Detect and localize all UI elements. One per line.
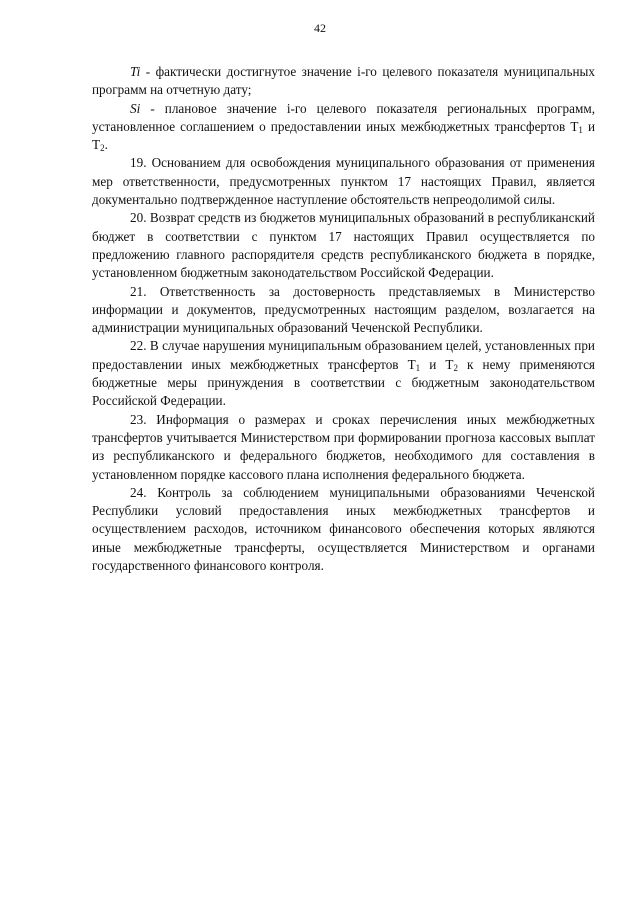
paragraph-text: 22. В случае нарушения муниципальным образованием целей, установленных при предоставлении иных межбюджетных трансфертов T <box>92 338 595 372</box>
variable-si: Si <box>130 100 141 116</box>
definition-ti <box>92 63 595 100</box>
page-number: 42 <box>314 21 326 35</box>
subscript: 1 <box>578 124 583 135</box>
definition-text: - плановое значение i-го целевого показателя региональных программ, установленное соглашением о предоставлении иных межбюджетных трансфертов T <box>92 100 595 134</box>
paragraph-22 <box>92 337 595 410</box>
paragraph-23: 23. Информация о размерах и сроках перечисления иных межбюджетных трансфертов учитывается Министерством при формировании прогноза кассовых выплат из республиканского и федерального бюджетов, необходимого для составления в установленном порядке кассового плана исполнения федерального бюджета. <box>92 411 595 482</box>
definition-text: и T <box>92 118 596 153</box>
definition-si <box>92 100 595 155</box>
variable-ti: Ti <box>130 64 141 79</box>
subscript: 2 <box>453 362 458 373</box>
subscript: 2 <box>100 143 105 154</box>
paragraph-20: 20. Возврат средств из бюджетов муниципальных образований в республиканский бюджет в соответствии с пунктом 17 настоящих Правил осуществляется по предложению главного распорядителя средств республиканского бюджета в порядке, установленном бюджетным законодательством Российской Федерации. <box>92 210 595 281</box>
paragraph-21: 21. Ответственность за достоверность представляемых в Министерство информации и документов, предусмотренных настоящим разделом, возлагается на администрации муниципальных образований Чеченской Республики. <box>92 283 595 336</box>
paragraph-text: к нему применяются бюджетные меры принуждения в соответствии с бюджетным законодательством Российской Федерации. <box>92 356 595 409</box>
paragraph-19: 19. Основанием для освобождения муниципального образования от применения мер ответственности, предусмотренных пунктом 17 настоящих Правил, является документально подтвержденное наступление обстоятельств непреодолимой силы. <box>92 155 595 208</box>
document-body <box>92 63 595 575</box>
definition-text: . <box>104 137 108 153</box>
definition-text: - фактически достигнутое значение i-го целевого показателя муниципальных программ на отчетную дату; <box>92 64 595 98</box>
paragraph-text: и T <box>420 356 454 372</box>
subscript: 1 <box>415 362 421 373</box>
paragraph-24: 24. Контроль за соблюдением муниципальными образованиями Чеченской Республики условий предоставления иных межбюджетных трансфертов и осуществлением расходов, источником финансового обеспечения которых являются иные межбюджетные трансферты, осуществляется Министерством и органами государственного финансового контроля. <box>92 484 595 574</box>
